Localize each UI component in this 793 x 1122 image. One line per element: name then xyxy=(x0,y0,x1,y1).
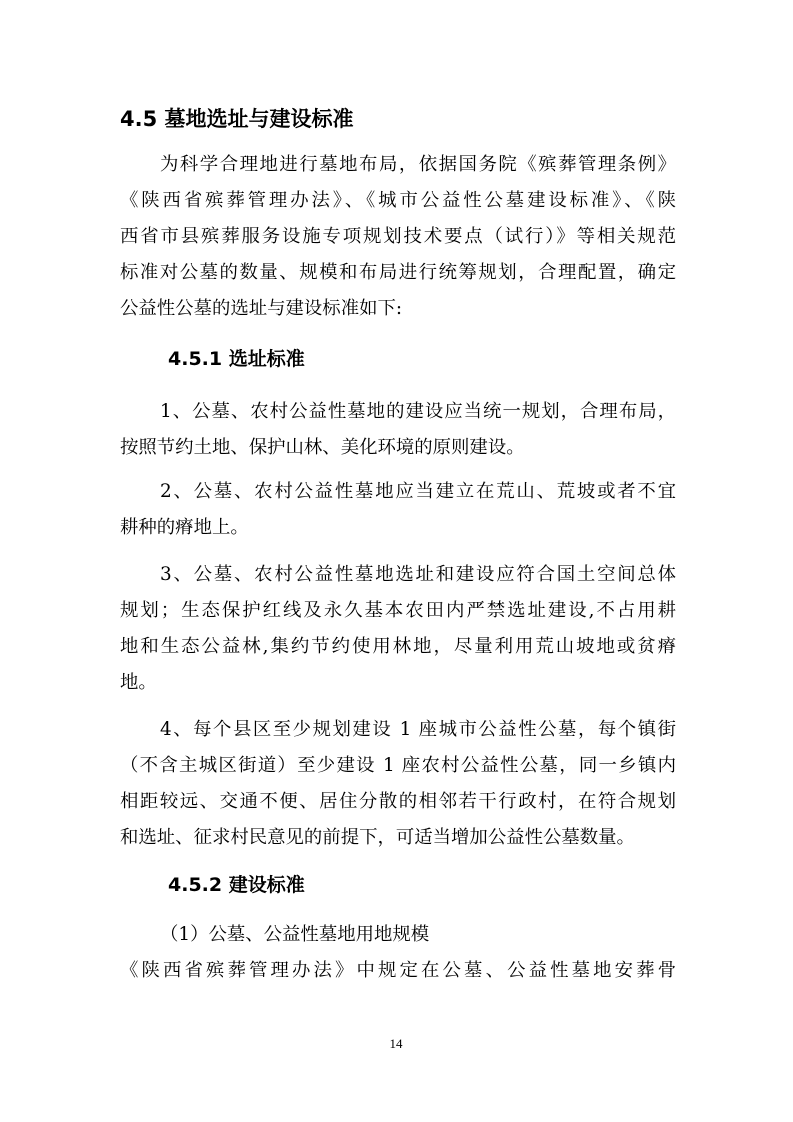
subsection-heading: 4.5.2 建设标准 xyxy=(168,874,305,896)
paragraph-line: 地和生态公益林,集约节约使用林地，尽量利用荒山坡地或贫瘠 xyxy=(120,636,676,657)
paragraph-line: （不含主城区街道）至少建设 1 座农村公益性公墓，同一乡镇内 xyxy=(120,755,676,776)
page-number: 14 xyxy=(389,1036,403,1051)
paragraph-line: 公益性公墓的选址与建设标准如下: xyxy=(120,298,403,319)
paragraph-line: 地。 xyxy=(120,672,157,693)
paragraph-line: 2、公墓、农村公益性墓地应当建立在荒山、荒坡或者不宜 xyxy=(160,481,676,502)
paragraph-line: 《陕西省殡葬管理办法》中规定在公墓、公益性墓地安葬骨 xyxy=(120,960,676,981)
paragraph-line: 西省市县殡葬服务设施专项规划技术要点（试行）》等相关规范 xyxy=(120,226,676,247)
paragraph-line: 为科学合理地进行墓地布局，依据国务院《殡葬管理条例》 xyxy=(160,154,676,175)
paragraph-line: 耕种的瘠地上。 xyxy=(120,517,249,538)
paragraph-line: 和选址、征求村民意见的前提下，可适当增加公益性公墓数量。 xyxy=(120,827,635,848)
paragraph-line: 按照节约土地、保护山林、美化环境的原则建设。 xyxy=(120,437,525,458)
paragraph-line: 4、每个县区至少规划建设 1 座城市公益性公墓，每个镇街 xyxy=(160,719,676,740)
paragraph-line: 3、公墓、农村公益性墓地选址和建设应符合国土空间总体 xyxy=(160,564,676,585)
paragraph-line: 《陕西省殡葬管理办法》、《城市公益性公墓建设标准》、《陕 xyxy=(120,190,676,211)
section-heading: 4.5 墓地选址与建设标准 xyxy=(120,107,354,131)
paragraph-line: 标准对公墓的数量、规模和布局进行统筹规划，合理配置，确定 xyxy=(120,262,676,283)
paragraph-line: 1、公墓、农村公益性墓地的建设应当统一规划，合理布局， xyxy=(160,401,676,422)
paragraph-line: 相距较远、交通不便、居住分散的相邻若干行政村，在符合规划 xyxy=(120,791,676,812)
subsection-heading: 4.5.1 选址标准 xyxy=(168,348,305,370)
paragraph-line: 规划；生态保护红线及永久基本农田内严禁选址建设,不占用耕 xyxy=(120,600,676,621)
item-title: （1）公墓、公益性墓地用地规模 xyxy=(160,924,430,945)
